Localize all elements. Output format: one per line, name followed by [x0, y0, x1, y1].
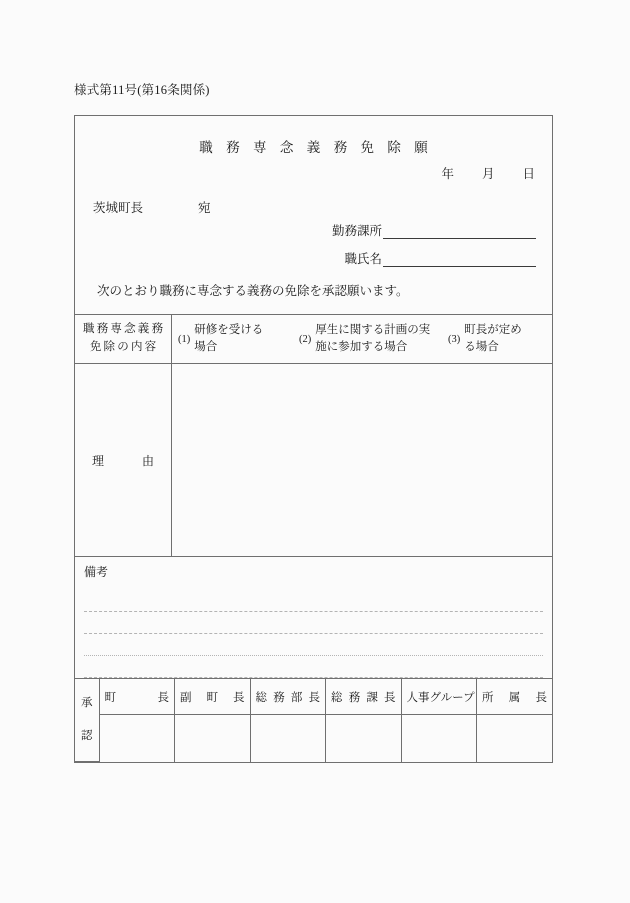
approval-header-mayor-c2: 長: [157, 691, 169, 704]
form-outer-box: [74, 115, 553, 763]
approval-header-gad-c2: 務: [273, 691, 285, 704]
approval-body-row: [75, 715, 552, 762]
approval-header-gac-c2: 務: [348, 691, 361, 704]
exemption-option-1-line1: 研修を受ける: [194, 323, 264, 336]
remarks-write-line-3[interactable]: [84, 634, 543, 656]
approval-cell-general-affairs-chief[interactable]: [326, 715, 402, 762]
approval-header-general-affairs-chief: [326, 679, 402, 715]
lead-sentence: 次のとおり職務に専念する義務の免除を承認願います。: [97, 284, 409, 298]
remarks-write-line-2[interactable]: [84, 612, 543, 634]
approval-stamp-char2: 認: [81, 730, 93, 742]
approval-header-general-affairs-director: [250, 679, 326, 715]
approval-header-deputy-mayor: [175, 679, 251, 715]
exemption-option-3-text: [464, 322, 522, 357]
addressee-name: 茨城町長: [93, 201, 144, 215]
approval-stamp-label: [75, 679, 99, 762]
remarks-write-line-4[interactable]: [84, 656, 543, 678]
approval-header-mayor-c1: 町: [104, 691, 116, 704]
addressee: [93, 198, 211, 216]
approval-cell-section-chief[interactable]: [477, 715, 553, 762]
name-field-label: 職氏名: [344, 252, 382, 266]
approval-table: [75, 679, 552, 762]
exemption-content-label-line1: 職務専念義務: [82, 323, 166, 336]
approval-header-deputy-mayor-c2: 町: [206, 691, 218, 704]
name-field-row: [296, 249, 536, 267]
approval-header-deputy-mayor-c3: 長: [233, 691, 245, 704]
remarks-label: 備考: [84, 565, 109, 579]
approval-section: [75, 679, 552, 762]
applicant-fields: [296, 221, 536, 277]
exemption-option-3-line2: る場合: [464, 341, 499, 353]
date-line: [441, 164, 535, 182]
date-year-label: 年: [441, 167, 454, 181]
reason-label: [75, 364, 172, 556]
approval-header-row: [75, 679, 552, 715]
approval-header-sc-c3: 長: [535, 691, 547, 704]
approval-header-gac-c3: 課: [366, 691, 378, 704]
exemption-option-3-number: (3): [448, 333, 461, 345]
approval-cell-hr-group[interactable]: [401, 715, 477, 762]
exemption-option-1-text: [194, 322, 263, 357]
exemption-content-row: [75, 315, 552, 364]
exemption-option-2[interactable]: [299, 322, 444, 357]
approval-header-gac-c1: 総: [331, 691, 343, 704]
reason-label-char1: 理: [92, 453, 105, 468]
page-title: 職 務 専 念 義 務 免 除 願: [199, 140, 433, 155]
approval-cell-deputy-mayor[interactable]: [175, 715, 251, 762]
approval-stamp-char1: 承: [81, 696, 93, 709]
approval-header-gad-c1: 総: [255, 691, 267, 704]
exemption-content-label: [75, 315, 172, 363]
form-number-label: 様式第11号(第16条関係): [74, 83, 210, 97]
exemption-option-1-number: (1): [178, 333, 191, 345]
reason-input[interactable]: [172, 364, 552, 556]
workplace-field-row: [296, 221, 536, 239]
exemption-option-3[interactable]: [448, 322, 522, 357]
approval-header-gad-c4: 長: [308, 691, 320, 704]
approval-header-mayor: [99, 679, 175, 715]
approval-cell-general-affairs-director[interactable]: [250, 715, 326, 762]
exemption-content-label-line2: 免除の内容: [89, 341, 159, 353]
approval-cell-mayor[interactable]: [99, 715, 175, 762]
remarks-row: [75, 557, 552, 679]
date-day-label: 日: [522, 167, 535, 181]
exemption-option-2-text: [315, 322, 430, 357]
remarks-write-line-1[interactable]: [84, 590, 543, 612]
exemption-option-3-line1: 町長が定め: [464, 323, 522, 336]
date-month-label: 月: [481, 167, 495, 181]
approval-header-gac-c4: 長: [383, 691, 396, 704]
approval-header-deputy-mayor-c1: 副: [180, 691, 192, 704]
addressee-to-mark: 宛: [198, 201, 211, 215]
exemption-option-1[interactable]: [178, 322, 295, 357]
workplace-input[interactable]: [383, 224, 536, 239]
approval-header-sc-c2: 属: [508, 691, 521, 704]
approval-header-sc-c1: 所: [482, 691, 494, 704]
workplace-field-label: 勤務課所: [331, 224, 382, 238]
exemption-options: [172, 315, 552, 363]
exemption-option-2-number: (2): [299, 333, 312, 345]
approval-header-hr-group: [401, 679, 477, 715]
form-head-region: [75, 116, 552, 315]
exemption-option-2-line1: 厚生に関する計画の実: [315, 323, 431, 336]
reason-label-char2: 由: [141, 453, 154, 468]
exemption-option-2-line2: 施に参加する場合: [315, 341, 408, 353]
approval-header-gad-c3: 部: [290, 691, 303, 704]
exemption-option-1-line2: 場合: [194, 341, 218, 353]
approval-header-section-chief: [477, 679, 553, 715]
approval-header-hr-group-text: 人事グループ: [406, 691, 475, 704]
name-input[interactable]: [383, 252, 536, 267]
reason-row: [75, 364, 552, 557]
